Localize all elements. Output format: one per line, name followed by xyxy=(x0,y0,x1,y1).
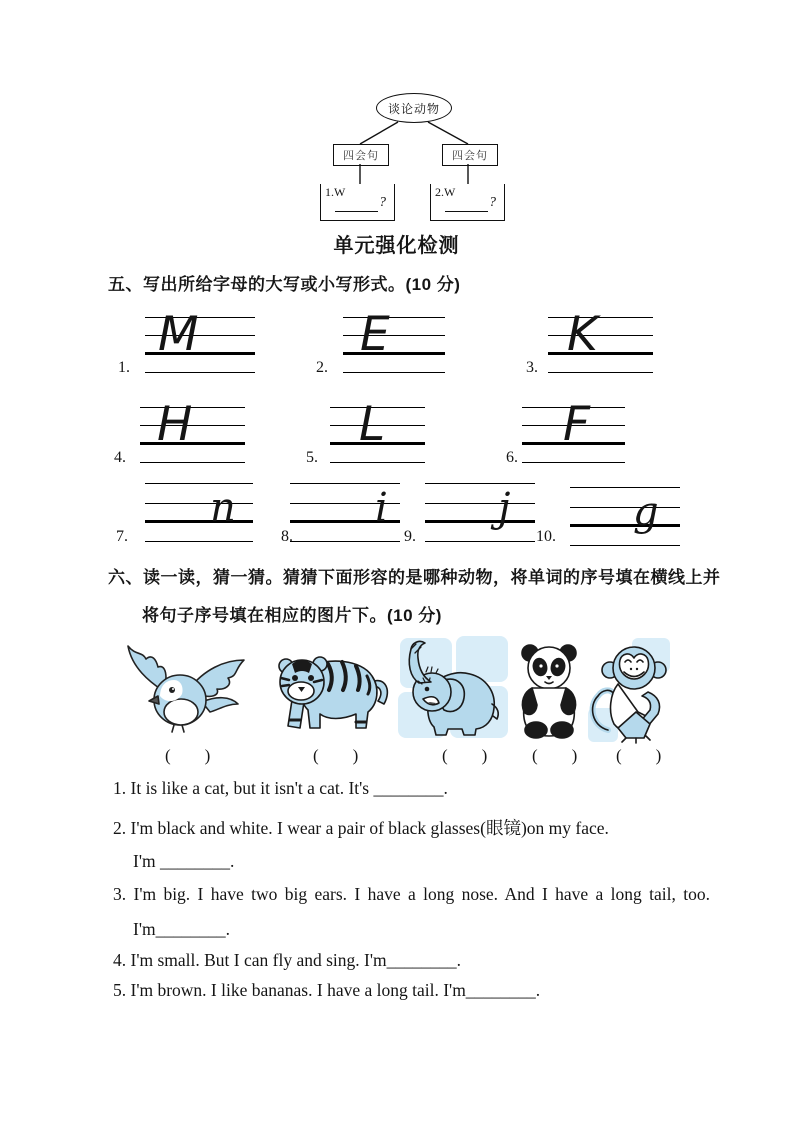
item-number: 9. xyxy=(404,528,416,545)
answer-box-1-prefix: 1.W xyxy=(325,185,346,199)
item-number: 10. xyxy=(536,528,556,545)
bird-image xyxy=(120,638,248,738)
writing-staff-5 xyxy=(330,397,425,463)
answer-box-2-qmark: ? xyxy=(489,195,496,210)
item-number: 1. xyxy=(118,359,130,376)
item-number: 3. xyxy=(526,359,538,376)
sentence-5: 5. I'm brown. I like bananas. I have a long tail. I'm________. xyxy=(113,980,541,1000)
answer-box-1-qmark: ? xyxy=(379,195,386,210)
page-title: 单元强化检测 xyxy=(333,235,460,257)
sample-letter: K xyxy=(567,307,598,362)
answer-paren-bird: ( ) xyxy=(165,746,211,765)
sample-letter: L xyxy=(359,397,386,452)
writing-staff-7 xyxy=(145,483,253,542)
answer-paren-panda: ( ) xyxy=(532,746,578,765)
writing-staff-2 xyxy=(343,307,445,373)
section6-heading-line2: 将句子序号填在相应的图片下。(10 分) xyxy=(142,606,442,625)
writing-staff-10 xyxy=(570,487,680,546)
sample-letter: j xyxy=(498,485,511,531)
writing-staff-9 xyxy=(425,483,535,542)
monkey-image xyxy=(588,638,670,744)
sentence-3: 3. I'm big. I have two big ears. I have a long nose. And I have a long tail, too. xyxy=(113,884,710,904)
sample-letter: H xyxy=(157,397,193,452)
writing-staff-1 xyxy=(145,307,255,373)
item-number: 2. xyxy=(316,359,328,376)
sample-letter: g xyxy=(633,489,659,535)
section6-heading-line1: 六、读一读，猜一猜。猜猜下面形容的是哪种动物，将单词的序号填在横线上并 xyxy=(108,568,721,587)
item-number: 4. xyxy=(114,449,126,466)
mindmap-branch-left xyxy=(333,144,389,166)
writing-staff-3 xyxy=(548,307,653,373)
branch-right-label: 四会句 xyxy=(452,150,488,162)
writing-staff-8 xyxy=(290,483,400,542)
sentence-2-continued: I'm ________. xyxy=(133,851,235,871)
writing-staff-4 xyxy=(140,397,245,463)
mindmap-topic-oval xyxy=(376,93,452,123)
sentence-4: 4. I'm small. But I can fly and sing. I'm________. xyxy=(113,950,462,970)
answer-blank-line xyxy=(335,211,378,212)
mindmap-answer-box-1 xyxy=(320,184,395,221)
sample-letter: i xyxy=(375,485,388,531)
answer-paren-tiger: ( ) xyxy=(313,746,359,765)
section5-heading: 五、写出所给字母的大写或小写形式。(10 分) xyxy=(108,275,461,294)
tiger-image xyxy=(268,640,393,740)
sentence-3-continued: I'm________. xyxy=(133,919,230,939)
answer-paren-monkey: ( ) xyxy=(616,746,662,765)
mindmap-branch-right xyxy=(442,144,498,166)
item-number: 5. xyxy=(306,449,318,466)
answer-box-2-prefix: 2.W xyxy=(435,185,456,199)
mindmap-answer-box-2 xyxy=(430,184,505,221)
sample-letter: E xyxy=(360,307,390,362)
item-number: 7. xyxy=(116,528,128,545)
panda-image xyxy=(516,642,582,742)
sample-letter: n xyxy=(210,485,236,531)
answer-blank-line xyxy=(445,211,488,212)
sentence-1: 1. It is like a cat, but it isn't a cat. It's ________. xyxy=(113,778,448,798)
mindmap-topic-label: 谈论动物 xyxy=(387,101,440,116)
sample-letter: M xyxy=(158,307,199,362)
branch-left-label: 四会句 xyxy=(343,150,379,162)
writing-staff-6 xyxy=(522,397,625,463)
item-number: 6. xyxy=(506,449,518,466)
answer-paren-elephant: ( ) xyxy=(442,746,488,765)
sentence-2: 2. I'm black and white. I wear a pair of black glasses(眼镜)on my face. xyxy=(113,818,609,838)
sample-letter: F xyxy=(563,397,591,452)
item-number: 8. xyxy=(281,528,293,545)
elephant-image xyxy=(398,636,510,742)
